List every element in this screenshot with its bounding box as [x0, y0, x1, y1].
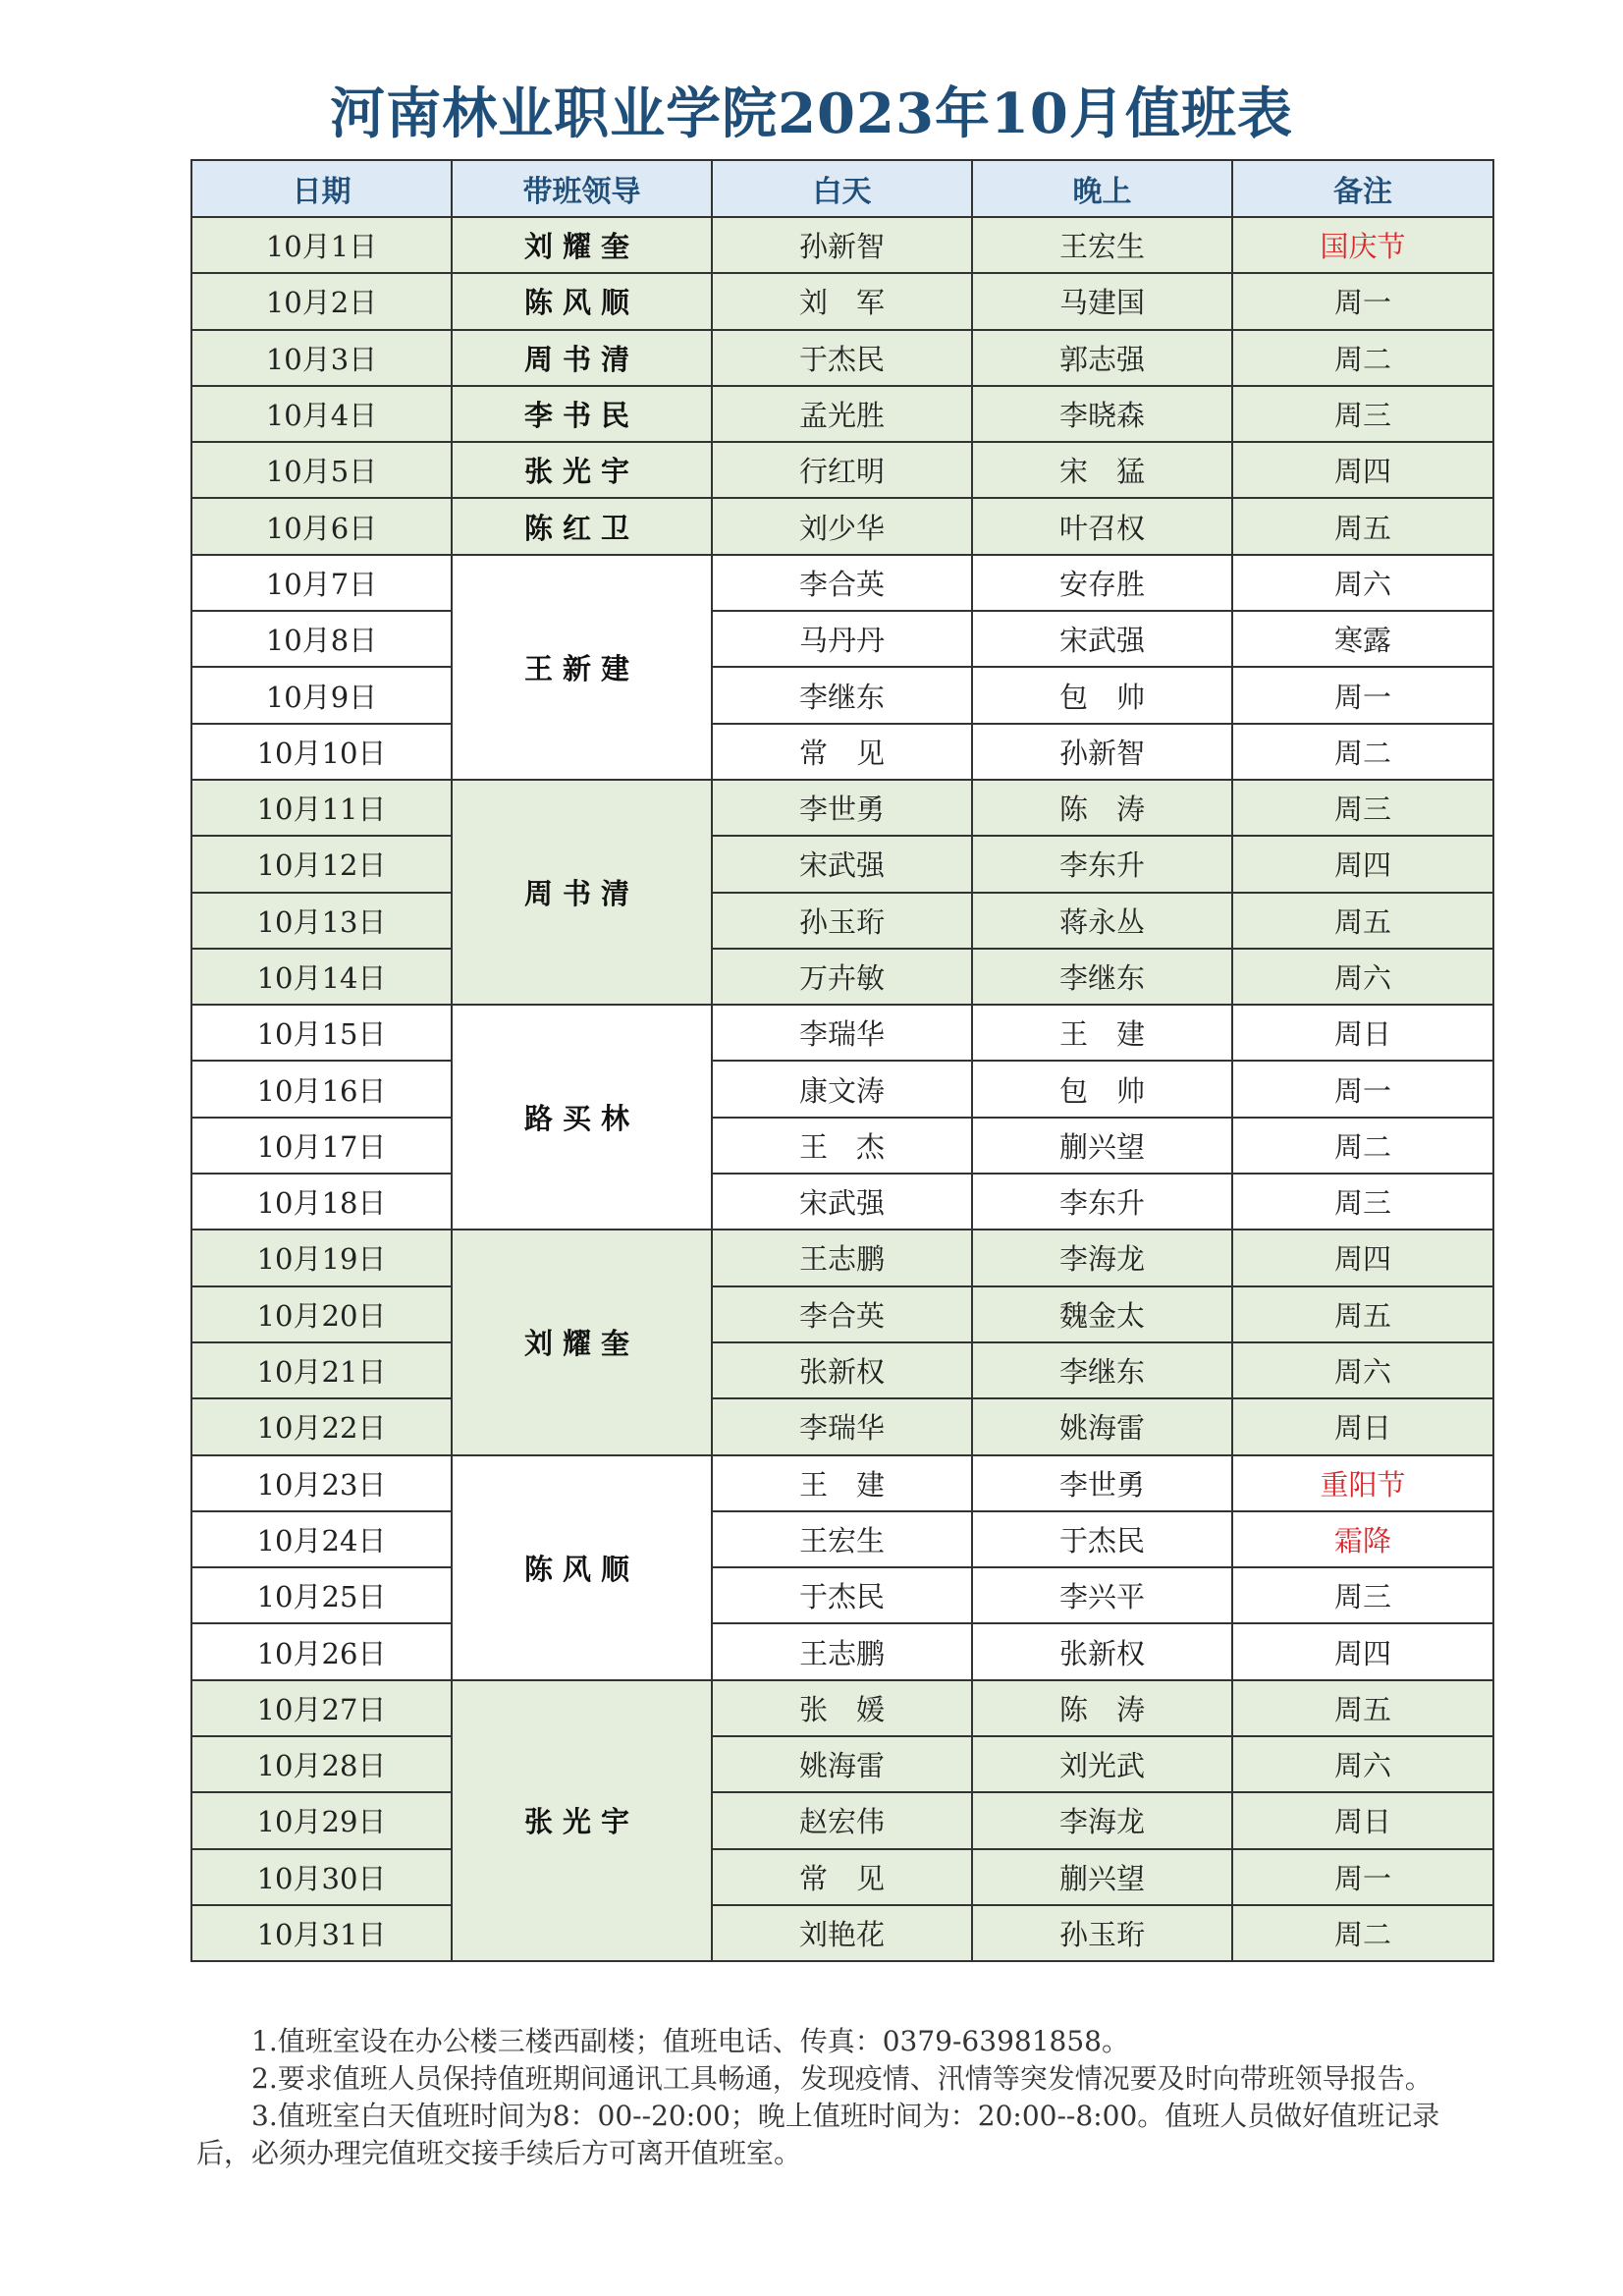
leader-cell: 刘耀奎 — [452, 1230, 712, 1454]
day-shift-cell: 王志鹏 — [712, 1230, 972, 1285]
leader-cell: 陈红卫 — [452, 498, 712, 554]
night-shift-cell: 陈 涛 — [972, 780, 1232, 836]
night-shift-cell: 李东升 — [972, 1174, 1232, 1230]
date-cell: 10月29日 — [191, 1792, 452, 1848]
table-row — [191, 1680, 1493, 1736]
header-day-shift: 白天 — [712, 160, 972, 217]
note-cell: 周五 — [1232, 1680, 1493, 1736]
table-row — [191, 1455, 1493, 1511]
night-shift-cell: 包 帅 — [972, 1061, 1232, 1117]
leader-cell: 张光宇 — [452, 1680, 712, 1961]
day-shift-cell: 康文涛 — [712, 1061, 972, 1117]
day-shift-cell: 宋武强 — [712, 1174, 972, 1230]
date-cell: 10月26日 — [191, 1623, 452, 1679]
leader-cell: 刘耀奎 — [452, 217, 712, 273]
note-cell: 周五 — [1232, 1286, 1493, 1342]
leader-cell: 周书清 — [452, 330, 712, 386]
day-shift-cell: 姚海雷 — [712, 1736, 972, 1792]
note-cell: 周五 — [1232, 498, 1493, 554]
note-3: 3.值班室白天值班时间为8：00--20:00；晚上值班时间为：20:00--8:00。值班人员做好值班记录后，必须办理完值班交接手续后方可离开值班室。 — [196, 2100, 1440, 2169]
table-row — [191, 273, 1493, 329]
day-shift-cell: 孟光胜 — [712, 386, 972, 442]
date-cell: 10月2日 — [191, 273, 452, 329]
date-cell: 10月21日 — [191, 1342, 452, 1398]
table-row — [191, 1849, 1493, 1905]
day-shift-cell: 刘少华 — [712, 498, 972, 554]
table-header-row — [191, 160, 1493, 217]
note-cell: 周一 — [1232, 273, 1493, 329]
date-cell: 10月14日 — [191, 949, 452, 1005]
night-shift-cell: 陈 涛 — [972, 1680, 1232, 1736]
leader-cell: 王新建 — [452, 555, 712, 780]
night-shift-cell: 李继东 — [972, 1342, 1232, 1398]
day-shift-cell: 孙新智 — [712, 217, 972, 273]
date-cell: 10月17日 — [191, 1118, 452, 1174]
header-notes: 备注 — [1232, 160, 1493, 217]
note-cell: 周日 — [1232, 1398, 1493, 1454]
night-shift-cell: 李东升 — [972, 836, 1232, 892]
note-cell: 国庆节 — [1232, 217, 1493, 273]
night-shift-cell: 刘光武 — [972, 1736, 1232, 1792]
note-cell: 周二 — [1232, 1118, 1493, 1174]
table-row — [191, 949, 1493, 1005]
table-row — [191, 780, 1493, 836]
note-cell: 周六 — [1232, 949, 1493, 1005]
note-cell: 重阳节 — [1232, 1455, 1493, 1511]
leader-cell: 张光宇 — [452, 442, 712, 498]
table-row — [191, 1623, 1493, 1679]
note-cell: 周四 — [1232, 1230, 1493, 1285]
header-date: 日期 — [191, 160, 452, 217]
table-row — [191, 1005, 1493, 1061]
note-cell: 周六 — [1232, 555, 1493, 611]
table-row — [191, 1567, 1493, 1623]
date-cell: 10月23日 — [191, 1455, 452, 1511]
note-cell: 周一 — [1232, 667, 1493, 723]
date-cell: 10月22日 — [191, 1398, 452, 1454]
day-shift-cell: 张新权 — [712, 1342, 972, 1398]
date-cell: 10月8日 — [191, 611, 452, 667]
table-row — [191, 386, 1493, 442]
date-cell: 10月30日 — [191, 1849, 452, 1905]
table-row — [191, 442, 1493, 498]
date-cell: 10月1日 — [191, 217, 452, 273]
note-cell: 周三 — [1232, 1174, 1493, 1230]
date-cell: 10月10日 — [191, 724, 452, 780]
table-body — [191, 217, 1493, 1961]
table-row — [191, 1905, 1493, 1961]
night-shift-cell: 蒯兴望 — [972, 1118, 1232, 1174]
note-cell: 周三 — [1232, 780, 1493, 836]
date-cell: 10月7日 — [191, 555, 452, 611]
table-row — [191, 1174, 1493, 1230]
day-shift-cell: 李瑞华 — [712, 1005, 972, 1061]
table-row — [191, 1230, 1493, 1285]
day-shift-cell: 宋武强 — [712, 836, 972, 892]
night-shift-cell: 李继东 — [972, 949, 1232, 1005]
date-cell: 10月9日 — [191, 667, 452, 723]
night-shift-cell: 宋 猛 — [972, 442, 1232, 498]
table-row — [191, 1286, 1493, 1342]
day-shift-cell: 行红明 — [712, 442, 972, 498]
date-cell: 10月24日 — [191, 1511, 452, 1567]
day-shift-cell: 赵宏伟 — [712, 1792, 972, 1848]
note-cell: 周二 — [1232, 724, 1493, 780]
night-shift-cell: 于杰民 — [972, 1511, 1232, 1567]
night-shift-cell: 叶召权 — [972, 498, 1232, 554]
page-title: 河南林业职业学院2023年10月值班表 — [330, 82, 1293, 146]
day-shift-cell: 李继东 — [712, 667, 972, 723]
night-shift-cell: 李海龙 — [972, 1230, 1232, 1285]
day-shift-cell: 于杰民 — [712, 330, 972, 386]
note-cell: 周一 — [1232, 1849, 1493, 1905]
notes-section — [196, 2023, 1492, 2172]
date-cell: 10月27日 — [191, 1680, 452, 1736]
table-row — [191, 1061, 1493, 1117]
date-cell: 10月19日 — [191, 1230, 452, 1285]
night-shift-cell: 李晓森 — [972, 386, 1232, 442]
night-shift-cell: 蒋永丛 — [972, 893, 1232, 949]
night-shift-cell: 马建国 — [972, 273, 1232, 329]
day-shift-cell: 张 媛 — [712, 1680, 972, 1736]
note-cell: 周五 — [1232, 893, 1493, 949]
date-cell: 10月18日 — [191, 1174, 452, 1230]
note-cell: 周日 — [1232, 1005, 1493, 1061]
day-shift-cell: 李合英 — [712, 1286, 972, 1342]
table-row — [191, 836, 1493, 892]
table-row — [191, 498, 1493, 554]
day-shift-cell: 马丹丹 — [712, 611, 972, 667]
night-shift-cell: 孙玉珩 — [972, 1905, 1232, 1961]
note-cell: 周六 — [1232, 1342, 1493, 1398]
table-row — [191, 555, 1493, 611]
day-shift-cell: 常 见 — [712, 724, 972, 780]
night-shift-cell: 蒯兴望 — [972, 1849, 1232, 1905]
note-cell: 霜降 — [1232, 1511, 1493, 1567]
table-row — [191, 611, 1493, 667]
note-cell: 寒露 — [1232, 611, 1493, 667]
note-cell: 周二 — [1232, 1905, 1493, 1961]
date-cell: 10月4日 — [191, 386, 452, 442]
table-row — [191, 1118, 1493, 1174]
table-row — [191, 1736, 1493, 1792]
day-shift-cell: 刘艳花 — [712, 1905, 972, 1961]
note-cell: 周二 — [1232, 330, 1493, 386]
day-shift-cell: 王宏生 — [712, 1511, 972, 1567]
table-row — [191, 330, 1493, 386]
day-shift-cell: 李合英 — [712, 555, 972, 611]
table-row — [191, 1342, 1493, 1398]
note-cell: 周一 — [1232, 1061, 1493, 1117]
date-cell: 10月28日 — [191, 1736, 452, 1792]
note-cell: 周四 — [1232, 442, 1493, 498]
night-shift-cell: 姚海雷 — [972, 1398, 1232, 1454]
leader-cell: 陈风顺 — [452, 273, 712, 329]
day-shift-cell: 常 见 — [712, 1849, 972, 1905]
note-2: 2.要求值班人员保持值班期间通讯工具畅通，发现疫情、汛情等突发情况要及时向带班领导报告。 — [251, 2062, 1433, 2095]
note-cell: 周三 — [1232, 1567, 1493, 1623]
table-row — [191, 724, 1493, 780]
table-row — [191, 1792, 1493, 1848]
day-shift-cell: 刘 军 — [712, 273, 972, 329]
night-shift-cell: 宋武强 — [972, 611, 1232, 667]
date-cell: 10月12日 — [191, 836, 452, 892]
table-row — [191, 1511, 1493, 1567]
table-row — [191, 667, 1493, 723]
date-cell: 10月16日 — [191, 1061, 452, 1117]
date-cell: 10月6日 — [191, 498, 452, 554]
date-cell: 10月13日 — [191, 893, 452, 949]
night-shift-cell: 李海龙 — [972, 1792, 1232, 1848]
leader-cell: 陈风顺 — [452, 1455, 712, 1680]
night-shift-cell: 王 建 — [972, 1005, 1232, 1061]
leader-cell: 李书民 — [452, 386, 712, 442]
night-shift-cell: 张新权 — [972, 1623, 1232, 1679]
leader-cell: 周书清 — [452, 780, 712, 1005]
leader-cell: 路买林 — [452, 1005, 712, 1230]
table-row — [191, 893, 1493, 949]
note-cell: 周六 — [1232, 1736, 1493, 1792]
day-shift-cell: 李世勇 — [712, 780, 972, 836]
night-shift-cell: 包 帅 — [972, 667, 1232, 723]
day-shift-cell: 于杰民 — [712, 1567, 972, 1623]
date-cell: 10月25日 — [191, 1567, 452, 1623]
date-cell: 10月15日 — [191, 1005, 452, 1061]
header-night-shift: 晚上 — [972, 160, 1232, 217]
header-leader: 带班领导 — [452, 160, 712, 217]
day-shift-cell: 王 建 — [712, 1455, 972, 1511]
night-shift-cell: 安存胜 — [972, 555, 1232, 611]
date-cell: 10月11日 — [191, 780, 452, 836]
date-cell: 10月5日 — [191, 442, 452, 498]
note-cell: 周四 — [1232, 1623, 1493, 1679]
date-cell: 10月31日 — [191, 1905, 452, 1961]
note-cell: 周三 — [1232, 386, 1493, 442]
note-cell: 周日 — [1232, 1792, 1493, 1848]
night-shift-cell: 孙新智 — [972, 724, 1232, 780]
table-row — [191, 217, 1493, 273]
note-1: 1.值班室设在办公楼三楼西副楼；值班电话、传真：0379-63981858。 — [251, 2025, 1129, 2057]
day-shift-cell: 李瑞华 — [712, 1398, 972, 1454]
night-shift-cell: 李世勇 — [972, 1455, 1232, 1511]
night-shift-cell: 魏金太 — [972, 1286, 1232, 1342]
note-cell: 周四 — [1232, 836, 1493, 892]
day-shift-cell: 王 杰 — [712, 1118, 972, 1174]
duty-table — [190, 159, 1494, 1962]
date-cell: 10月3日 — [191, 330, 452, 386]
day-shift-cell: 王志鹏 — [712, 1623, 972, 1679]
table-row — [191, 1398, 1493, 1454]
day-shift-cell: 万卉敏 — [712, 949, 972, 1005]
day-shift-cell: 孙玉珩 — [712, 893, 972, 949]
night-shift-cell: 王宏生 — [972, 217, 1232, 273]
night-shift-cell: 李兴平 — [972, 1567, 1232, 1623]
night-shift-cell: 郭志强 — [972, 330, 1232, 386]
date-cell: 10月20日 — [191, 1286, 452, 1342]
